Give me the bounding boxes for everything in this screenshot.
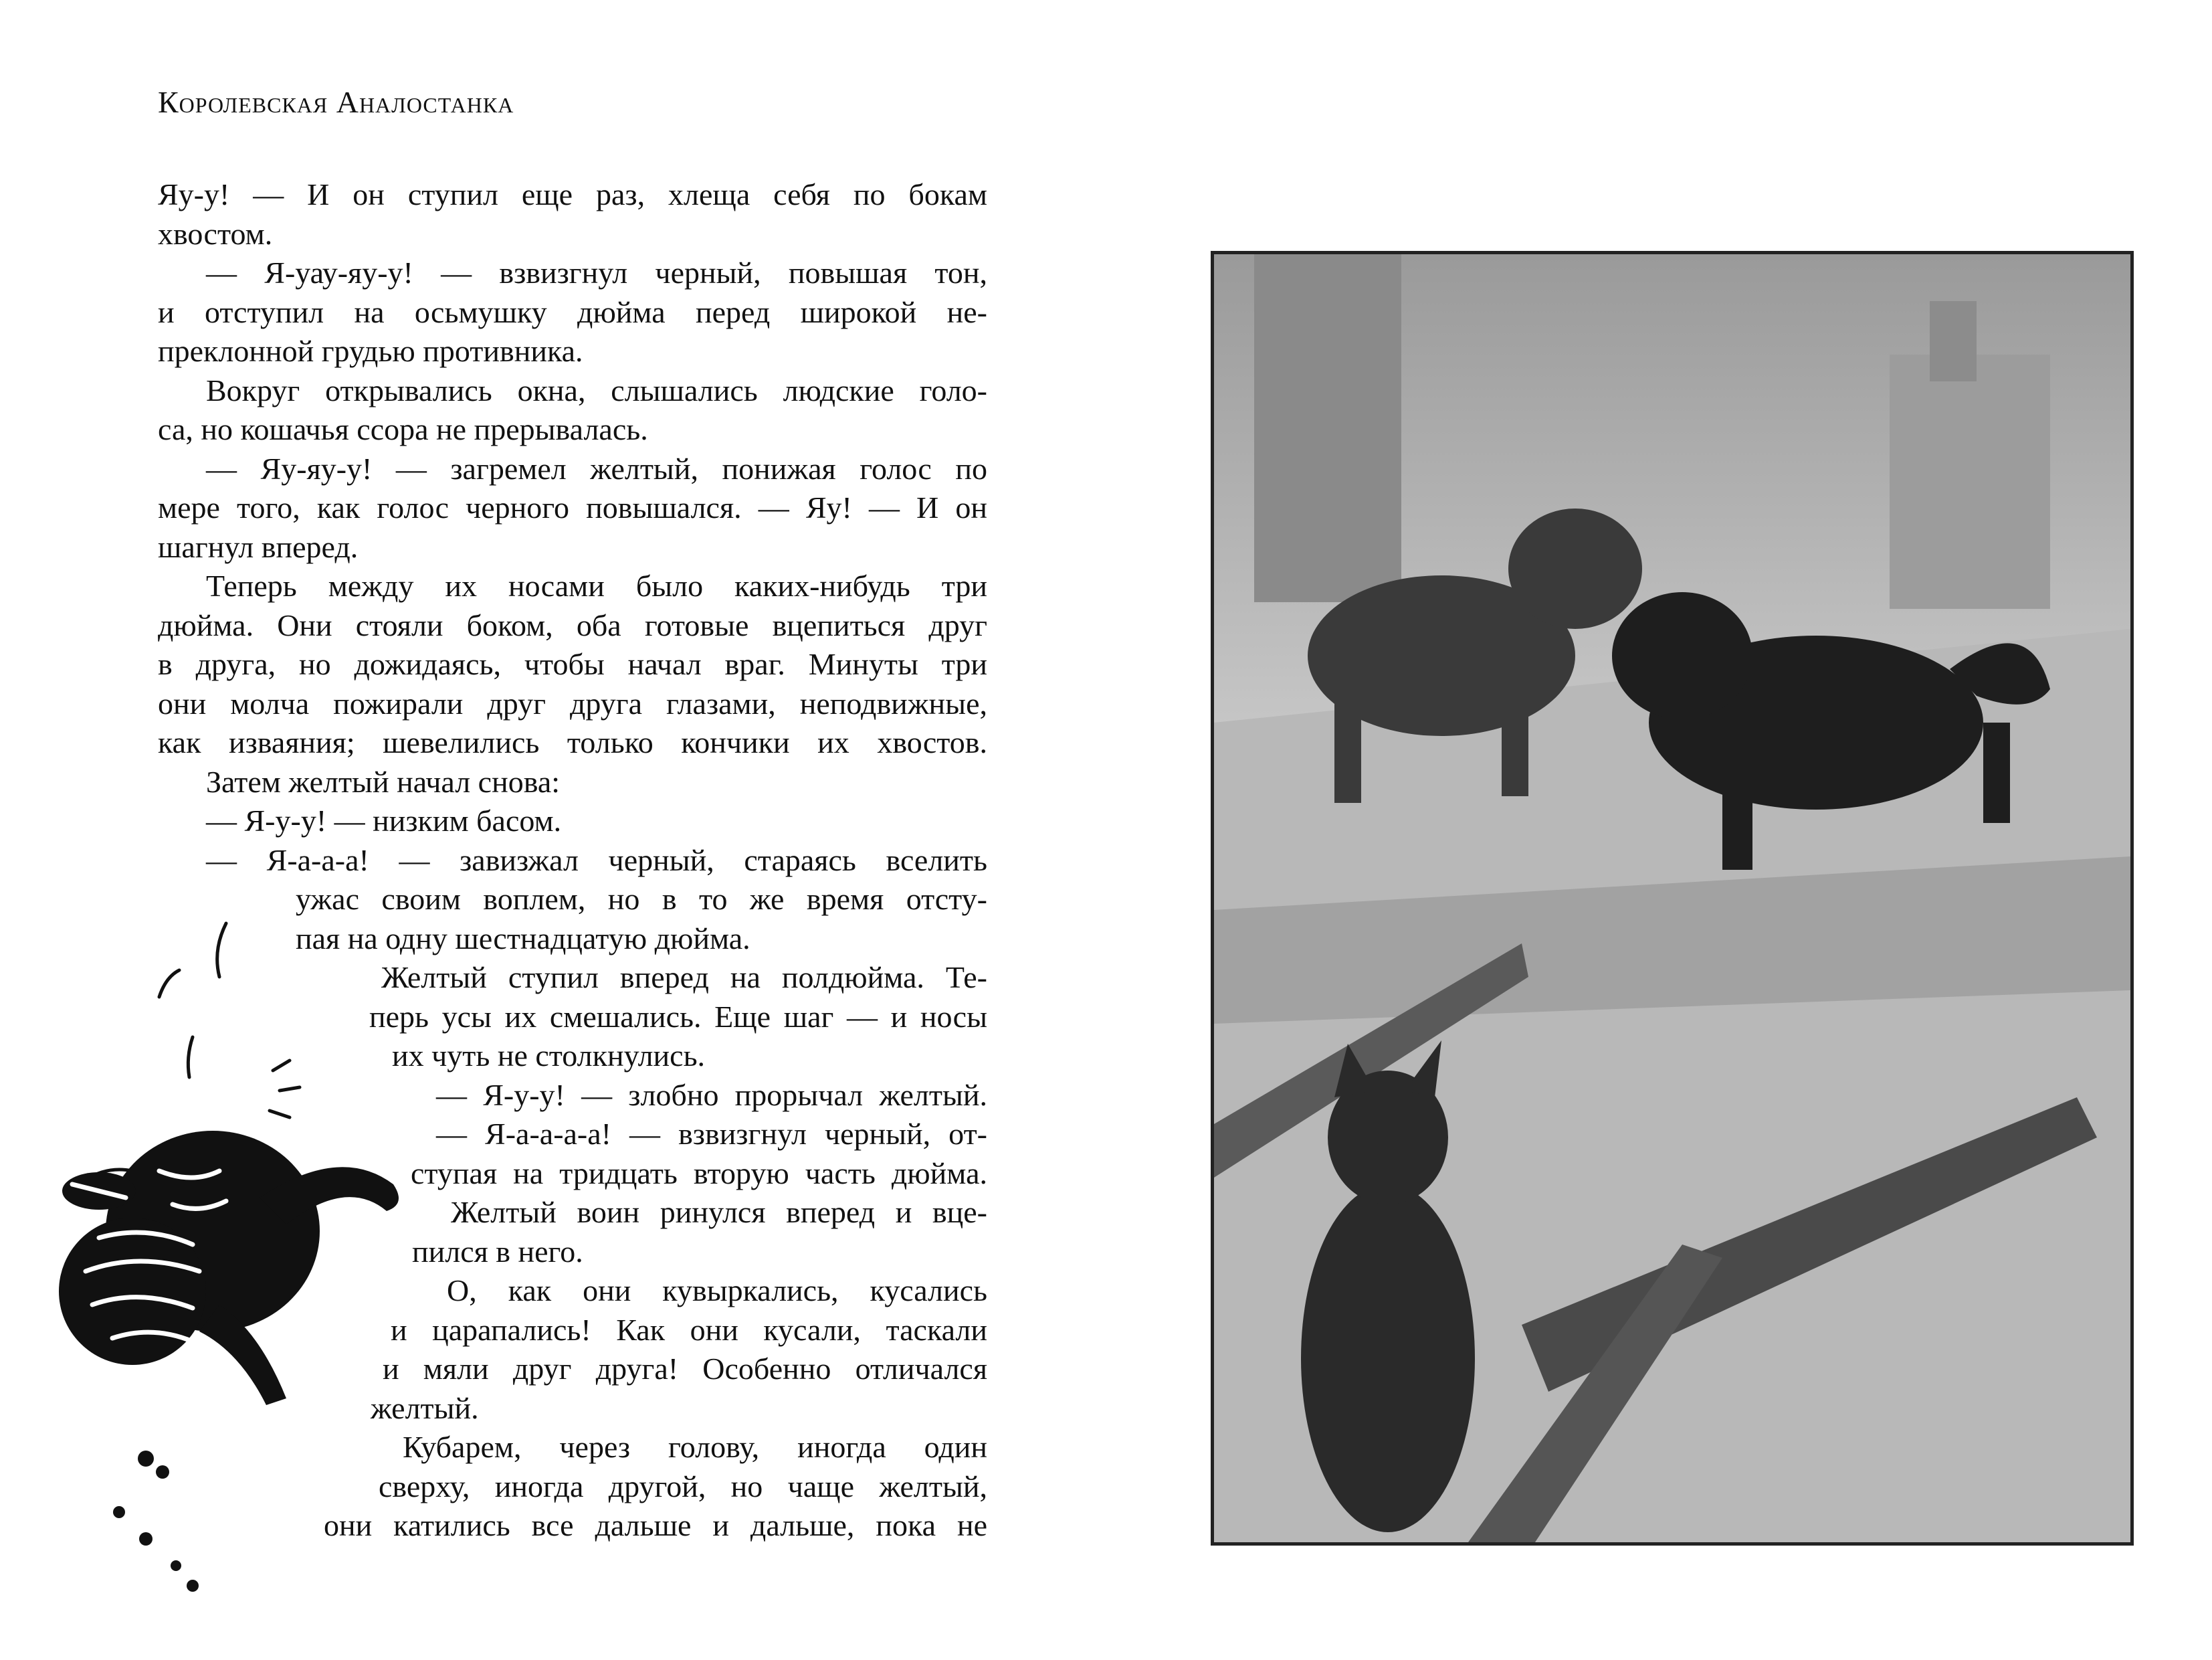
text-line: хвостом. (158, 216, 273, 251)
text-line: — Я-у-у! — злобно прорычал желтый. (436, 1077, 987, 1112)
text-line: дюйма. Они стояли боком, оба готовые вцепиться друг (158, 608, 987, 642)
text-line: — Я-у-у! — низким басом. (206, 804, 562, 838)
text-line: преклонной грудью противника. (158, 334, 583, 368)
running-head: Королевская Аналостанка (158, 85, 514, 119)
text-line: — Я-а-а-а-а! — взвизгнул черный, от- (436, 1117, 987, 1151)
text-line: пая на одну шестнадцатую дюйма. (296, 921, 750, 955)
text-line: шагнул вперед. (158, 529, 359, 564)
text-line: как изваяния; шевелились только кончики их хвостов. (158, 725, 987, 759)
text-line: Теперь между их носами было каких-нибудь три (206, 569, 987, 603)
text-line: ступая на тридцать вторую часть дюйма. (411, 1156, 987, 1190)
text-line: Затем желтый начал снова: (206, 764, 561, 799)
text-line: желтый. (371, 1390, 479, 1425)
text-line: их чуть не столкнулись. (392, 1038, 706, 1073)
text-line: Желтый ступил вперед на полдюйма. Те- (381, 960, 987, 994)
text-line: Вокруг открывались окна, слышались людские голо- (206, 373, 987, 407)
text-line: — Я-уау-яу-у! — взвизгнул черный, повышая тон, (206, 256, 987, 290)
rooftop-cat-fight-drawing (1214, 254, 2130, 1542)
text-line: сверху, иногда другой, но чаще желтый, (379, 1469, 987, 1503)
text-line: ужас своим воплем, но в то же время отсту- (296, 882, 987, 916)
text-line: са, но кошачья ссора не прерывалась. (158, 412, 648, 446)
text-line: Яу-у! — И он ступил еще раз, хлеща себя по бокам (158, 177, 987, 211)
text-line: — Я-а-а-а! — завизжал черный, стараясь вселить (206, 842, 987, 877)
text-line: О, как они кувыркались, кусались (447, 1273, 987, 1307)
text-line: Желтый воин ринулся вперед и вце- (451, 1195, 987, 1229)
text-line: в друга, но дожидаясь, чтобы начал враг. Минуты три (158, 647, 987, 681)
text-line: они катились все дальше и дальше, пока не (324, 1508, 987, 1542)
text-line: и отступил на осьмушку дюйма перед широкой не- (158, 294, 987, 329)
text-line: мере того, как голос черного повышался. — Яу! — И он (158, 490, 987, 525)
plate-illustration (1211, 251, 2134, 1546)
text-line: — Яу-яу-у! — загремел желтый, понижая голос по (206, 451, 987, 486)
text-line: они молча пожирали друг друга глазами, неподвижные, (158, 686, 987, 721)
text-line: и мяли друг друга! Особенно отличался (383, 1352, 987, 1386)
fighting-cats-sketch (59, 917, 407, 1599)
text-line: пился в него. (412, 1234, 583, 1269)
text-line: Кубарем, через голову, иногда один (403, 1430, 987, 1464)
text-line: и царапались! Как они кусали, таскали (391, 1312, 987, 1347)
text-line: перь усы их смешались. Еще шаг — и носы (369, 999, 987, 1034)
